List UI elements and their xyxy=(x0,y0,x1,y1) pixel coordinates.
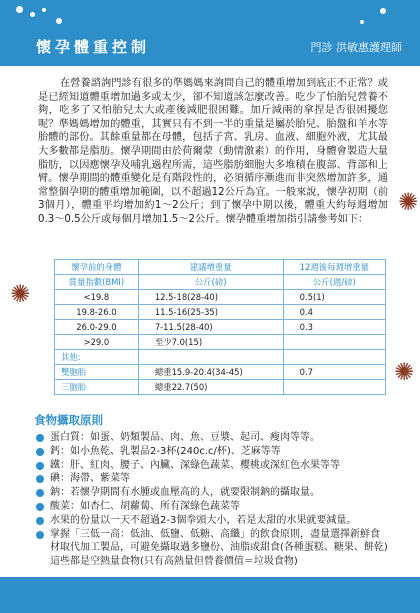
weight-gain-table xyxy=(54,259,386,398)
list-item: 鈣：如小魚乾、乳製品2-3杯(240c.c/杯)、芝麻等等 xyxy=(36,445,388,459)
bullet-icon xyxy=(36,503,44,511)
table-cell: 19.8-26.0 xyxy=(55,305,139,320)
table-cell: 0.3 xyxy=(283,320,385,335)
table-row xyxy=(55,320,386,335)
food-list xyxy=(36,431,388,569)
table-cell: 其他: xyxy=(55,350,139,365)
table-cell xyxy=(283,380,385,395)
list-item: 水果的份量以一天不超過2-3個拳頭大小，若是太甜的水果就要減量。 xyxy=(36,514,388,528)
list-item: 鈉：若懷孕期間有水腫或血壓高的人，就要限制鈉的攝取量。 xyxy=(36,486,388,500)
bullet-icon xyxy=(36,475,44,483)
table-header-gain: 建議增重量 xyxy=(138,260,283,275)
table-cell: 11.5-16(25-35) xyxy=(138,305,283,320)
table-cell: 總重22.7(50) xyxy=(138,380,283,395)
table-header-bmi-line2: 質量指數(BMI) xyxy=(55,275,139,290)
snowflake-icon: ✺ xyxy=(398,188,419,216)
table-row xyxy=(55,305,386,320)
table-header-gain-unit: 公斤(磅) xyxy=(138,275,283,290)
footer-banner xyxy=(0,577,420,613)
table-cell xyxy=(138,350,283,365)
decorative-dot xyxy=(380,8,386,14)
list-item: 碘：海帶、紫菜等 xyxy=(36,472,388,486)
list-item: 掌握「三低一高：低油、低鹽、低糖、高纖」的飲食原則，盡量選擇新鮮食材取代加工製品，可避免攝取過多鹽份、油脂或甜食(各種蛋糕、糖果、餅乾)這些都是空熱量食物(只有高熱量但營養價值＝垃圾食物) xyxy=(36,528,388,569)
table-cell: 至少7.0(15) xyxy=(138,335,283,350)
table-row xyxy=(55,335,386,350)
table-cell: 總重15.9-20.4(34-45) xyxy=(138,365,283,380)
decorative-dot xyxy=(360,20,364,24)
list-item: 酸菜：如杏仁、胡蘿蔔、所有深綠色蔬菜等 xyxy=(36,500,388,514)
bullet-icon xyxy=(36,448,44,456)
table-cell xyxy=(283,350,385,365)
table-cell: 26.0-29.0 xyxy=(55,320,139,335)
intro-paragraph: 在營養諮詢門診有很多的準媽媽來詢問自己的體重增加到底正不正常？或是已經知道體重增加過多或太少，卻不知道該怎麼改善。吃少了怕胎兒營養不夠，吃多了又怕胎兒太大或產後減肥很困難。加斤減兩的拿捏是否很困擾您呢？準媽媽增加的體重，其實只有不到一半的重量是屬於胎兒、胎盤和羊水等胎體的部份。其餘重量都在母體，包括子宮、乳房、血液、細胞外液，尤其最大多數都是脂肪。懷孕期間由於荷爾蒙（動情激素）的作用，身體會製造大量脂肪，以因應懷孕及哺乳過程所需，這些脂肪細胞大多堆積在腹部、背部和上臂。懷孕期間的體重變化是有階段性的，必須循序漸進而非突然增加許多，通常整個孕期的體重增加範圍，以不超過12公斤為宜。一般來說，懷孕初期（前3個月），體重平均增加約1～2公斤；到了懷孕中期以後，體重大約每週增加0.3～0.5公斤或每個月增加1.5～2公斤。懷孕體重增加指引請參考如下： xyxy=(38,78,388,225)
list-item: 蛋白質：如蛋、奶類製品、肉、魚、豆漿、起司、瘦肉等等。 xyxy=(36,431,388,445)
header-banner xyxy=(0,0,420,66)
snowflake-icon: ✺ xyxy=(394,358,415,386)
list-item: 鐵：肝、紅肉、腰子、內臟、深綠色蔬菜、櫻桃或深紅色水果等等 xyxy=(36,459,388,473)
table-cell: 0.5(1) xyxy=(283,290,385,305)
bullet-icon xyxy=(36,462,44,470)
bullet-icon xyxy=(36,531,44,539)
table-cell: 12.5-18(28-40) xyxy=(138,290,283,305)
table-header-weekly-unit: 公斤(週/磅) xyxy=(283,275,385,290)
table-header-weekly: 12週後每週增重量 xyxy=(283,260,385,275)
table-header-bmi: 懷孕前的身體 xyxy=(55,260,139,275)
table-row xyxy=(55,380,386,395)
table-row xyxy=(55,290,386,305)
author-label: 門診 洪敏惠護理師 xyxy=(310,41,402,54)
bullet-icon xyxy=(36,434,44,442)
table-cell: 雙胞胎 xyxy=(55,365,139,380)
snowflake-icon: ✺ xyxy=(10,280,31,308)
table-cell: >29.0 xyxy=(55,335,139,350)
table-row xyxy=(55,365,386,380)
food-section-title: 食物攝取原則 xyxy=(34,413,103,427)
table-cell xyxy=(283,335,385,350)
page-title: 懷孕體重控制 xyxy=(36,38,151,56)
table-cell: 7-11.5(28-40) xyxy=(138,320,283,335)
table-cell: 0.7 xyxy=(283,365,385,380)
bullet-icon xyxy=(36,489,44,497)
bullet-icon xyxy=(36,517,44,525)
decorative-dots xyxy=(16,6,76,32)
table-cell: 0.4 xyxy=(283,305,385,320)
table-cell: 三胞胎 xyxy=(55,380,139,395)
table-cell: <19.8 xyxy=(55,290,139,305)
table-row xyxy=(55,350,386,365)
